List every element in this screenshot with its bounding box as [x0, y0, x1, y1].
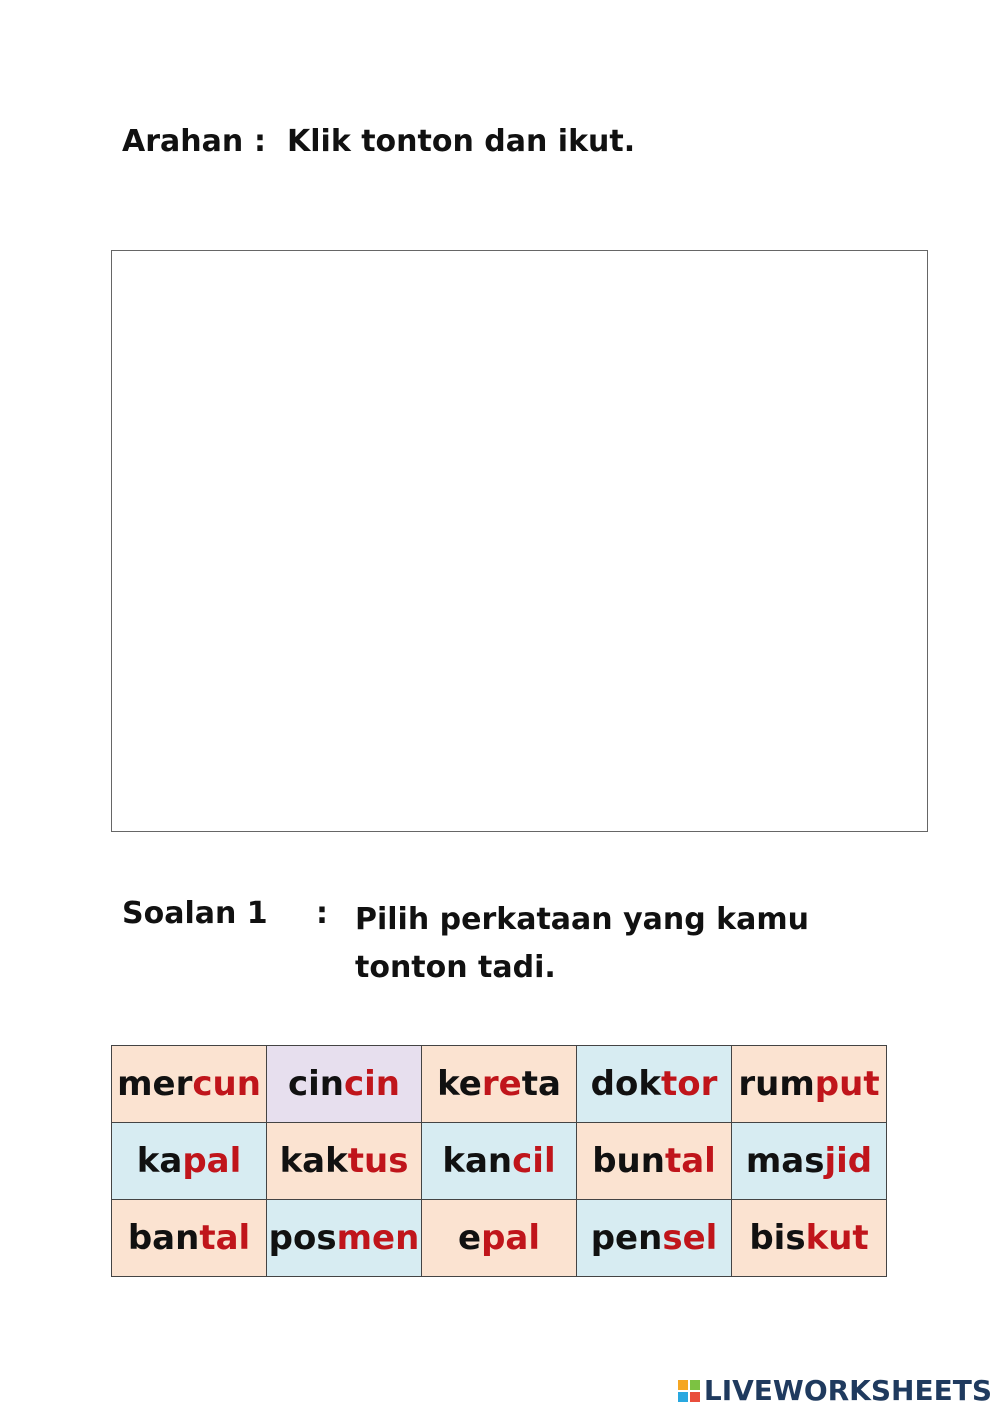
instruction-label: Arahan	[122, 124, 244, 159]
word-cell[interactable]	[422, 1123, 577, 1200]
word-part-highlight: tus	[347, 1141, 409, 1181]
word-cell[interactable]	[267, 1046, 422, 1123]
word-part-highlight: pal	[182, 1141, 242, 1181]
word-cell[interactable]	[422, 1200, 577, 1277]
word-part-highlight: tal	[199, 1218, 251, 1258]
word-part-base: ban	[127, 1218, 200, 1258]
word-part-highlight: cil	[512, 1141, 556, 1181]
question-text: Pilih perkataan yang kamu tonton tadi.	[355, 902, 809, 985]
logo-square-2	[690, 1380, 700, 1390]
word-part-highlight: cin	[344, 1064, 401, 1104]
word-cell[interactable]	[112, 1046, 267, 1123]
word-part-highlight: put	[814, 1064, 880, 1104]
word-part-base: bis	[749, 1218, 806, 1258]
instruction-text: Klik tonton dan ikut.	[287, 124, 636, 159]
logo-square-3	[678, 1392, 688, 1402]
logo-square-1	[678, 1380, 688, 1390]
logo-square-4	[690, 1392, 700, 1402]
word-part-highlight: sel	[662, 1218, 718, 1258]
word-part-highlight: cun	[192, 1064, 261, 1104]
word-part-highlight: men	[336, 1218, 420, 1258]
word-part-base: bun	[592, 1141, 665, 1181]
word-part-base: ke	[437, 1064, 482, 1104]
word-part-highlight: kut	[805, 1218, 869, 1258]
word-row	[112, 1123, 887, 1200]
word-row	[112, 1046, 887, 1123]
word-part-base: pos	[268, 1218, 337, 1258]
word-part-highlight: tor	[660, 1064, 718, 1104]
word-part-highlight: pal	[481, 1218, 540, 1258]
word-cell[interactable]	[112, 1123, 267, 1200]
word-cell[interactable]	[577, 1200, 732, 1277]
word-part-base: rum	[738, 1064, 815, 1104]
word-cell[interactable]	[732, 1123, 887, 1200]
word-part-highlight: jid	[824, 1141, 873, 1181]
word-cell[interactable]	[732, 1200, 887, 1277]
word-part-after: ta	[521, 1064, 561, 1104]
word-part-base: mas	[745, 1141, 825, 1181]
instruction-colon: :	[254, 124, 266, 159]
word-cell[interactable]	[577, 1123, 732, 1200]
question-label: Soalan 1	[122, 896, 268, 931]
word-part-base: dok	[590, 1064, 661, 1104]
video-placeholder[interactable]	[111, 250, 928, 832]
brand-text: LIVEWORKSHEETS	[703, 1374, 992, 1407]
word-part-base: mer	[117, 1064, 193, 1104]
word-cell[interactable]	[112, 1200, 267, 1277]
word-part-base: kak	[279, 1141, 348, 1181]
word-cell[interactable]	[422, 1046, 577, 1123]
word-cell[interactable]	[577, 1046, 732, 1123]
word-part-highlight: re	[481, 1064, 522, 1104]
word-row	[112, 1200, 887, 1277]
word-choice-table	[111, 1045, 887, 1277]
word-part-base: e	[458, 1218, 482, 1258]
instruction-line	[122, 124, 635, 159]
word-part-base: kan	[442, 1141, 513, 1181]
word-cell[interactable]	[267, 1123, 422, 1200]
word-part-base: pen	[590, 1218, 663, 1258]
word-part-highlight: tal	[664, 1141, 716, 1181]
word-cell[interactable]	[267, 1200, 422, 1277]
word-part-base: cin	[287, 1064, 344, 1104]
word-cell[interactable]	[732, 1046, 887, 1123]
word-part-base: ka	[136, 1141, 183, 1181]
question-colon: :	[316, 896, 328, 931]
liveworksheets-logo-icon	[678, 1380, 700, 1402]
liveworksheets-brand	[678, 1374, 992, 1407]
